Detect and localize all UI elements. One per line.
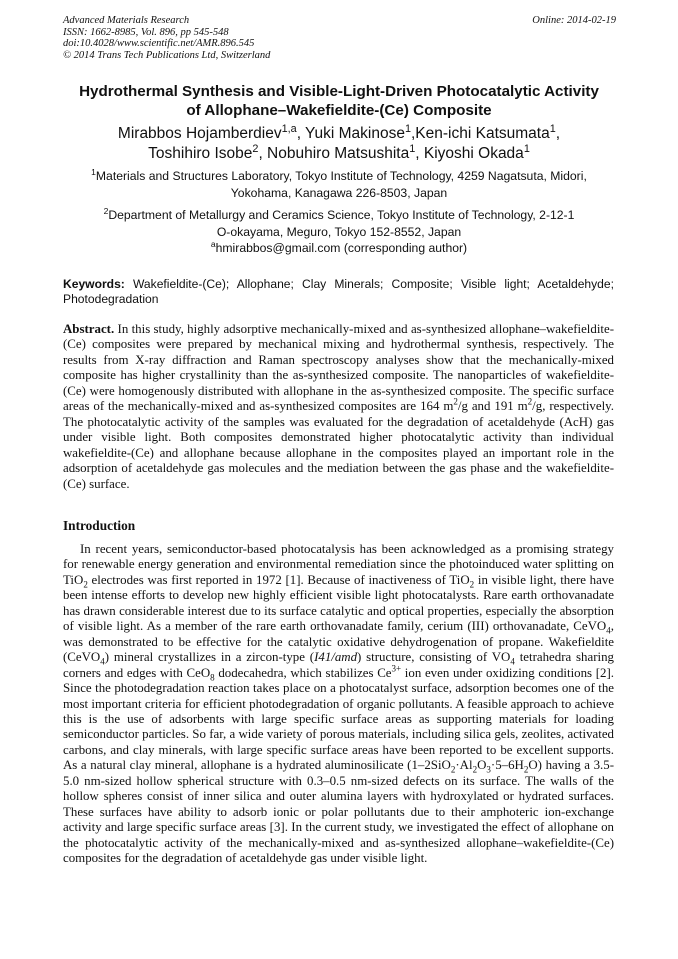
abstract-text: /g, respectively. The photocatalytic activity of the samples was evaluated for the degradation of acetaldehyde (AcH) gas under visible light. Both composites demonstrated higher photocatalytic activity than individual wakefieldite-(Ce) and allophane because allophane in the composites played an important role in the adsorption of acetaldehyde gas molecules and the mediation between the gas phase and the wakefieldite-(Ce) surface. <box>63 399 615 491</box>
author-sup: 1 <box>549 122 556 135</box>
abstract-text: /g and 191 m <box>457 399 528 414</box>
subscript: 4 <box>606 625 611 636</box>
affiliation-2-line-2: O-okayama, Meguro, Tokyo 152-8552, Japan <box>216 224 462 239</box>
email-text: hmirabbos@gmail.com (corresponding author) <box>215 241 468 255</box>
subscript: 2 <box>83 579 88 590</box>
subscript: 2 <box>472 764 478 775</box>
keywords <box>63 277 614 307</box>
section-heading-introduction: Introduction <box>63 518 136 533</box>
subscript: 2 <box>469 579 475 590</box>
intro-text: , was demonstrated to be effective for the catalytic oxidative dehydrogenation of propane. Wakefieldite (CeVO <box>63 619 614 665</box>
superscript: 2 <box>527 396 533 407</box>
intro-text: In recent years, semiconductor-based photocatalysis has been acknowledged as a promising strategy for renewable energy generation and environmental remediation since the photoinduced water splitting on TiO <box>63 542 614 587</box>
author-sup: 2 <box>252 142 259 155</box>
online-date: Online: 2014-02-19 <box>532 15 616 26</box>
affiliation-text: Materials and Structures Laboratory, Tokyo Institute of Technology, 4259 Nagatsuta, Midori, <box>95 169 587 183</box>
affiliation-2-line-1 <box>60 207 618 224</box>
subscript: 3 <box>486 764 491 775</box>
doi: doi:10.4028/www.scientific.net/AMR.896.545 <box>63 38 255 50</box>
author-sep: , <box>555 125 561 142</box>
intro-text: O) having a 3.5-5.0 nm-sized hollow spherical structure with 0.3–0.5 nm-sized defects on its surface. The walls of the hollow spheres consist of inner silica and outer alumina layers with hydroxylated or hydrated surfaces. These surfaces have ability to adsorb ionic or polar pollutants due to their amphoteric ion-exchange activity and large specific surface areas [3]. In the current study, we investigated the effect of allophane on the photocatalytic activity of the mechanically-mixed and as-synthesized allophane–wakefieldite-(Ce) composites for the degradation of acetaldehyde gas under visible light. <box>63 758 614 866</box>
title-line-1: Hydrothermal Synthesis and Visible-Light-Driven Photocatalytic Activity <box>79 83 599 100</box>
abstract-label: Abstract. <box>63 322 115 336</box>
paper-title <box>55 82 623 120</box>
intro-text: in visible light, there have been intense efforts to develop new highly efficient visible light photocatalysts. Rare earth orthovanadate has drawn considerable interest due to its surface catalytic and optical properties, especially the absorption of visible light. As a member of the rare earth orthovanadate family, cerium (III) orthovanadate, CeVO <box>63 572 614 634</box>
author-sup: 1 <box>409 142 416 155</box>
author-name: , Kiyoshi Okada <box>415 145 524 162</box>
issn: ISSN: 1662-8985, Vol. 896, pp 545-548 <box>63 26 229 38</box>
author-sup: 1 <box>523 142 530 155</box>
affiliation-1 <box>60 168 618 201</box>
intro-text: ) structure, consisting of VO <box>357 650 511 665</box>
authors-line-1 <box>55 124 623 144</box>
intro-text: ion even under oxidizing conditions [2]. Since the photodegradation reaction takes place on a photocatalyst surface, adsorption becomes one of the most important criteria for efficient photodegradation of organic pollutants. A feasible approach to achieve this is the use of adsorbents with large specific surface areas as supporting materials for loading semiconductor particles. So far, a wide variety of porous materials, including silica gels, zeolites, activated carbons, and clay minerals, with large specific surface areas have been reported to be excellent supports. As a natural clay mineral, allophane is a hydrated aluminosilicate (1–2SiO <box>63 665 614 773</box>
intro-text: electrodes was first reported in 1972 [1]. Because of inactiveness of TiO <box>87 572 470 587</box>
abstract <box>63 322 614 492</box>
intro-text: ·Al <box>455 758 473 773</box>
corresponding-email <box>60 240 618 257</box>
subscript: 2 <box>523 764 529 775</box>
keywords-label: Keywords: <box>63 277 125 291</box>
journal-header <box>63 15 270 61</box>
superscript: 3+ <box>391 663 402 674</box>
email-sup: a <box>210 238 216 249</box>
subscript: 8 <box>210 672 215 683</box>
affiliation-sup: 2 <box>103 205 109 216</box>
affiliation-text: Department of Metallurgy and Ceramics Science, Tokyo Institute of Technology, 2-12-1 <box>108 208 575 222</box>
affiliation-1-line-1 <box>60 168 618 185</box>
author-name: , Yuki Makinose <box>296 125 405 142</box>
affiliation-1-line-2: Yokohama, Kanagawa 226-8503, Japan <box>230 185 448 200</box>
author-name: , Nobuhiro Matsushita <box>258 145 410 162</box>
subscript: 4 <box>100 656 105 667</box>
intro-text: tetrahedra sharing corners and edges with CeO <box>63 650 614 680</box>
affiliation-2 <box>60 207 618 240</box>
author-name: ,Ken-ichi Katsumata <box>411 125 550 142</box>
space-group-italic: I41/amd <box>314 650 358 665</box>
intro-text: ) mineral crystallizes in a zircon-type ( <box>104 650 315 665</box>
author-sup: 1,a <box>281 122 297 135</box>
abstract-text: In this study, highly adsorptive mechanically-mixed and as-synthesized allophane–wakefieldite-(Ce) composites were prepared by mechanical mixing and hydrothermal synthesis, respectively. The results from X-ray diffraction and Raman spectroscopy analyses show that the mechanically-mixed composite has higher crystallinity than the as-synthesized composite. The nanoparticles of wakefieldite-(Ce) were homogenously distributed with allophane in the as-synthesized composite. The specific surface areas of the mechanically-mixed and as-synthesized composites are 164 m <box>63 322 614 414</box>
copyright: © 2014 Trans Tech Publications Ltd, Switzerland <box>63 49 271 61</box>
subscript: 4 <box>510 656 515 667</box>
title-line-2: of Allophane–Wakefieldite-(Ce) Composite <box>186 102 492 119</box>
introduction-paragraph <box>63 542 614 867</box>
journal-name: Advanced Materials Research <box>63 15 190 26</box>
authors-line-2 <box>55 144 623 164</box>
author-name: Mirabbos Hojamberdiev <box>117 125 282 142</box>
author-name: Toshihiro Isobe <box>148 145 253 162</box>
affiliation-sup: 1 <box>91 166 96 177</box>
intro-text: dodecahedra, which stabilizes Ce <box>214 665 392 680</box>
keywords-text: Wakefieldite-(Ce); Allophane; Clay Minerals; Composite; Visible light; Acetaldehyde; Photodegradation <box>63 277 614 306</box>
author-list <box>55 124 623 164</box>
intro-text: ·5–6H <box>490 758 524 773</box>
author-sup: 1 <box>404 122 411 135</box>
subscript: 2 <box>450 764 456 775</box>
intro-text: O <box>477 758 487 773</box>
superscript: 2 <box>453 396 458 407</box>
